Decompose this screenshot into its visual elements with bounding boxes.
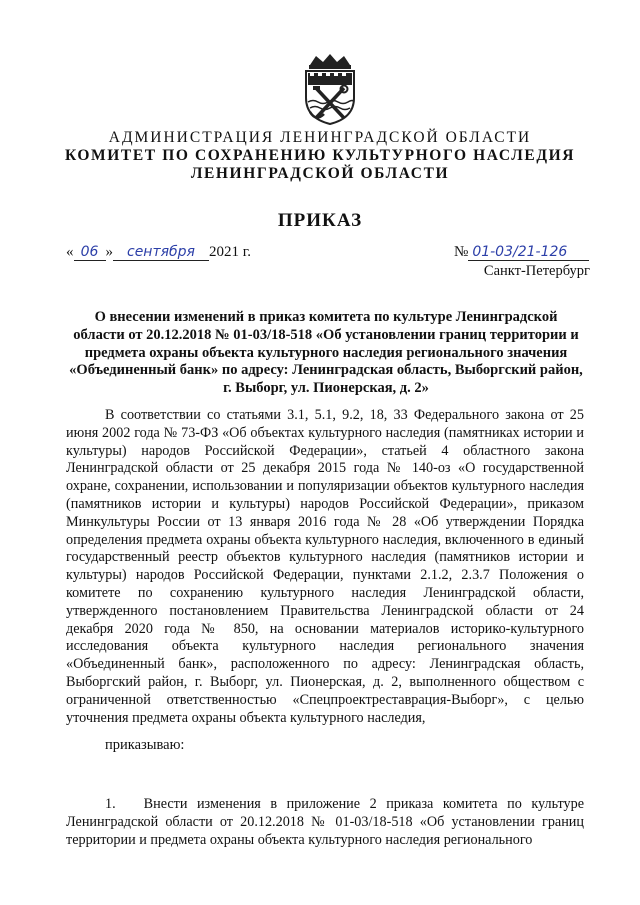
org-name-line-3: ЛЕНИНГРАДСКОЙ ОБЛАСТИ: [190, 165, 450, 182]
date-open-quote: «: [66, 244, 74, 260]
date-year: 2021 г.: [209, 244, 251, 260]
org-name-line-1: АДМИНИСТРАЦИЯ ЛЕНИНГРАДСКОЙ ОБЛАСТИ: [108, 129, 532, 146]
order-number: [454, 244, 589, 261]
order-item-1: [66, 796, 584, 849]
order-date: [66, 244, 251, 261]
date-month-handwritten: сентября: [113, 245, 209, 261]
preamble-paragraph: В соответствии со статьями 3.1, 5.1, 9.2, 18, 33 Федерального закона от 25 июня 2002 года № 73-ФЗ «Об объектах культурного наследия (памятниках истории и культуры) народов Российской Федерации», статьей 4 областного закона Ленинградской области от 25 декабря 2015 года № 140-оз «О государственной охране, сохранении, использовании и популяризации объектов культурного наследия (памятников истории и культуры) народов Российской Федерации», приказом Минкультуры России от 13 января 2016 года № 28 «Об утверждении Порядка определения предмета охраны объекта культурного наследия, включенного в единый государственный реестр объектов культурного наследия (памятников истории и культуры) народов Российской Федерации, пунктами 2.1.2, 2.3.7 Положения о комитете по сохранению культурного наследия Ленинградской области, утвержденного постановлением Правительства Ленинградской области от 24 декабря 2020 года № 850, на основании материалов историко-культурного исследования объекта культурного наследия регионального значения «Объединенный банк», расположенного по адресу: Ленинградская область, Выборгский район, г. Выборг, ул. Пионерская, д. 2, выполненного обществом с ограниченной ответственностью «Спецпроектреставрация-Выборг», с целью уточнения предмета охраны объекта культурного наследия,: [66, 407, 584, 726]
date-day-handwritten: 06: [74, 245, 106, 261]
number-prefix: №: [454, 244, 469, 260]
city: Санкт-Петербург: [483, 263, 590, 279]
order-word: приказываю:: [105, 737, 185, 753]
date-close-quote: »: [105, 244, 113, 260]
item-text: Внести изменения в приложение 2 приказа комитета по культуре Ленинградской области от 20.12.2018 № 01-03/18-518 «Об установлении границ территории и предмета охраны объекта культурного наследия регионального: [66, 796, 584, 848]
coat-of-arms-icon: [296, 52, 364, 126]
number-handwritten: 01-03/21-126: [468, 245, 589, 261]
order-subject: О внесении изменений в приказ комитета по культуре Ленинградской области от 20.12.2018 № 01-03/18-518 «Об установлении границ территории и предмета охраны объекта культурного наследия регионального значения «Объединенный банк» по адресу: Ленинградская область, Выборгский район, г. Выборг, ул. Пионерская, д. 2»: [69, 309, 583, 397]
document-title: ПРИКАЗ: [277, 210, 363, 231]
org-name-line-2: КОМИТЕТ ПО СОХРАНЕНИЮ КУЛЬТУРНОГО НАСЛЕДИЯ: [64, 147, 576, 164]
item-number: 1.: [105, 796, 116, 812]
